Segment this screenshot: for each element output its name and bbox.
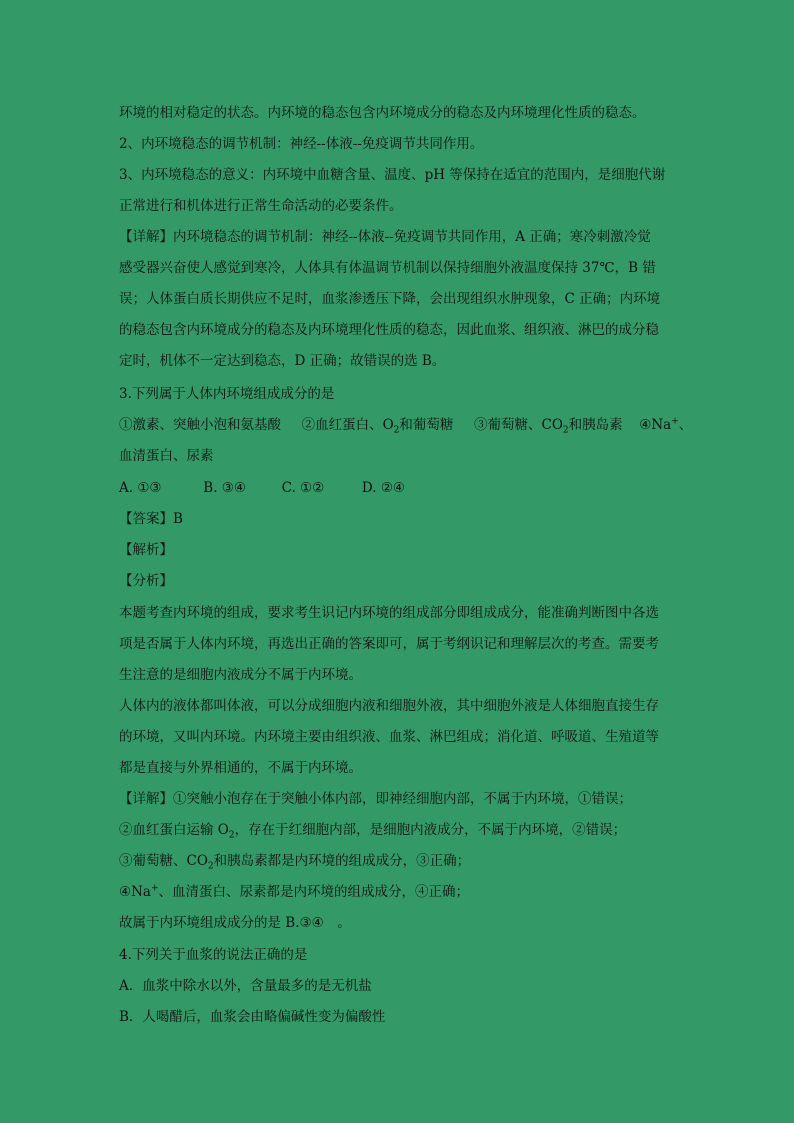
detail-line-2: ②血红蛋白运输 $O_2$，存在于红细胞内部，是细胞内液成分，不属于内环境，②错误； (119, 822, 627, 841)
choice-b: B．人喝醋后，血浆会由略偏碱性变为偏酸性 (119, 1009, 386, 1025)
text-line: 正常进行和机体进行正常生命活动的必要条件。 (119, 198, 403, 214)
choice-c: C. ①② (281, 480, 325, 496)
item-4: ④Na (639, 417, 672, 433)
text-line: 项是否属于人体内环境，再选出正确的答案即可，属于考纲识记和理解层次的考查。需要考 (119, 636, 659, 652)
text-line: 感受器兴奋使人感觉到寒冷，人体具有体温调节机制以保持细胞外液温度保持 37℃，B 错 (119, 260, 656, 276)
text-line: 生注意的是细胞内液成分不属于内环境。 (119, 667, 362, 683)
detail-line-3: ③葡萄糖、$CO_2$和胰岛素都是内环境的组成成分，③正确； (119, 853, 471, 872)
item-2: ②血红蛋白、O (301, 417, 394, 433)
text-line: 故属于内环境组成成分的是 B.③④ 。 (119, 915, 351, 931)
text-line: 人体内的液体都叫体液，可以分成细胞内液和细胞外液，其中细胞外液是人体细胞直接生存 (119, 698, 659, 714)
question-3-choices (119, 479, 679, 497)
text-line: 2、内环境稳态的调节机制：神经--体液--免疫调节共同作用。 (119, 136, 484, 152)
text-line: 【详解】内环境稳态的调节机制：神经--体液--免疫调节共同作用，A 正确；寒冷刺激冷觉 (119, 229, 651, 245)
text-line: 【详解】①突触小泡存在于突触小体内部，即神经细胞内部，不属于内环境，①错误； (119, 791, 632, 807)
item-3: ③葡萄糖、CO (474, 417, 563, 433)
analysis-heading: 【分析】 (119, 573, 173, 589)
analysis-label: 【解析】 (119, 542, 173, 558)
choice-a: A．血浆中除水以外，含量最多的是无机盐 (119, 978, 372, 994)
text-line: 3、内环境稳态的意义：内环境中血糖含量、温度、pH 等保持在适宜的范围内，是细胞代谢 (119, 167, 666, 183)
text-line: 的环境，又叫内环境。内环境主要由组织液、血浆、淋巴组成；消化道、呼吸道、生殖道等 (119, 729, 659, 745)
item-1: ①激素、突触小泡和氨基酸 (119, 417, 281, 433)
text-line: 误；人体蛋白质长期供应不足时，血浆渗透压下降，会出现组织水肿现象，C 正确；内环境 (119, 291, 661, 307)
text-line: 的稳态包含内环境成分的稳态及内环境理化性质的稳态，因此血浆、组织液、淋巴的成分稳 (119, 322, 659, 338)
question-3-title: 3.下列属于人体内环境组成成分的是 (119, 386, 335, 402)
text-line: 定时，机体不一定达到稳态，D 正确；故错误的选 B。 (119, 353, 446, 369)
text-line: 环境的相对稳定的状态。内环境的稳态包含内环境成分的稳态及内环境理化性质的稳态。 (119, 105, 646, 121)
text-line: 本题考查内环境的组成，要求考生识记内环境的组成部分即组成成分，能准确判断图中各选 (119, 605, 659, 621)
question-3-items: ①激素、突触小泡和氨基酸 ②血红蛋白、$O_2$和葡萄糖 ③葡萄糖、$CO_2$和胰岛素 ④Na+、 (119, 416, 693, 436)
detail-line-4: ④Na+、血清蛋白、尿素都是内环境的组成成分，④正确； (119, 883, 470, 900)
choice-d: D. ②④ (361, 480, 406, 496)
question-4-title: 4.下列关于血浆的说法正确的是 (119, 947, 308, 963)
text-line: 都是直接与外界相通的，不属于内环境。 (119, 760, 362, 776)
choice-a: A. ①③ (119, 480, 162, 496)
text-line: 血清蛋白、尿素 (119, 448, 214, 464)
choice-b: B. ③④ (203, 480, 247, 496)
answer-label: 【答案】B (119, 511, 183, 527)
